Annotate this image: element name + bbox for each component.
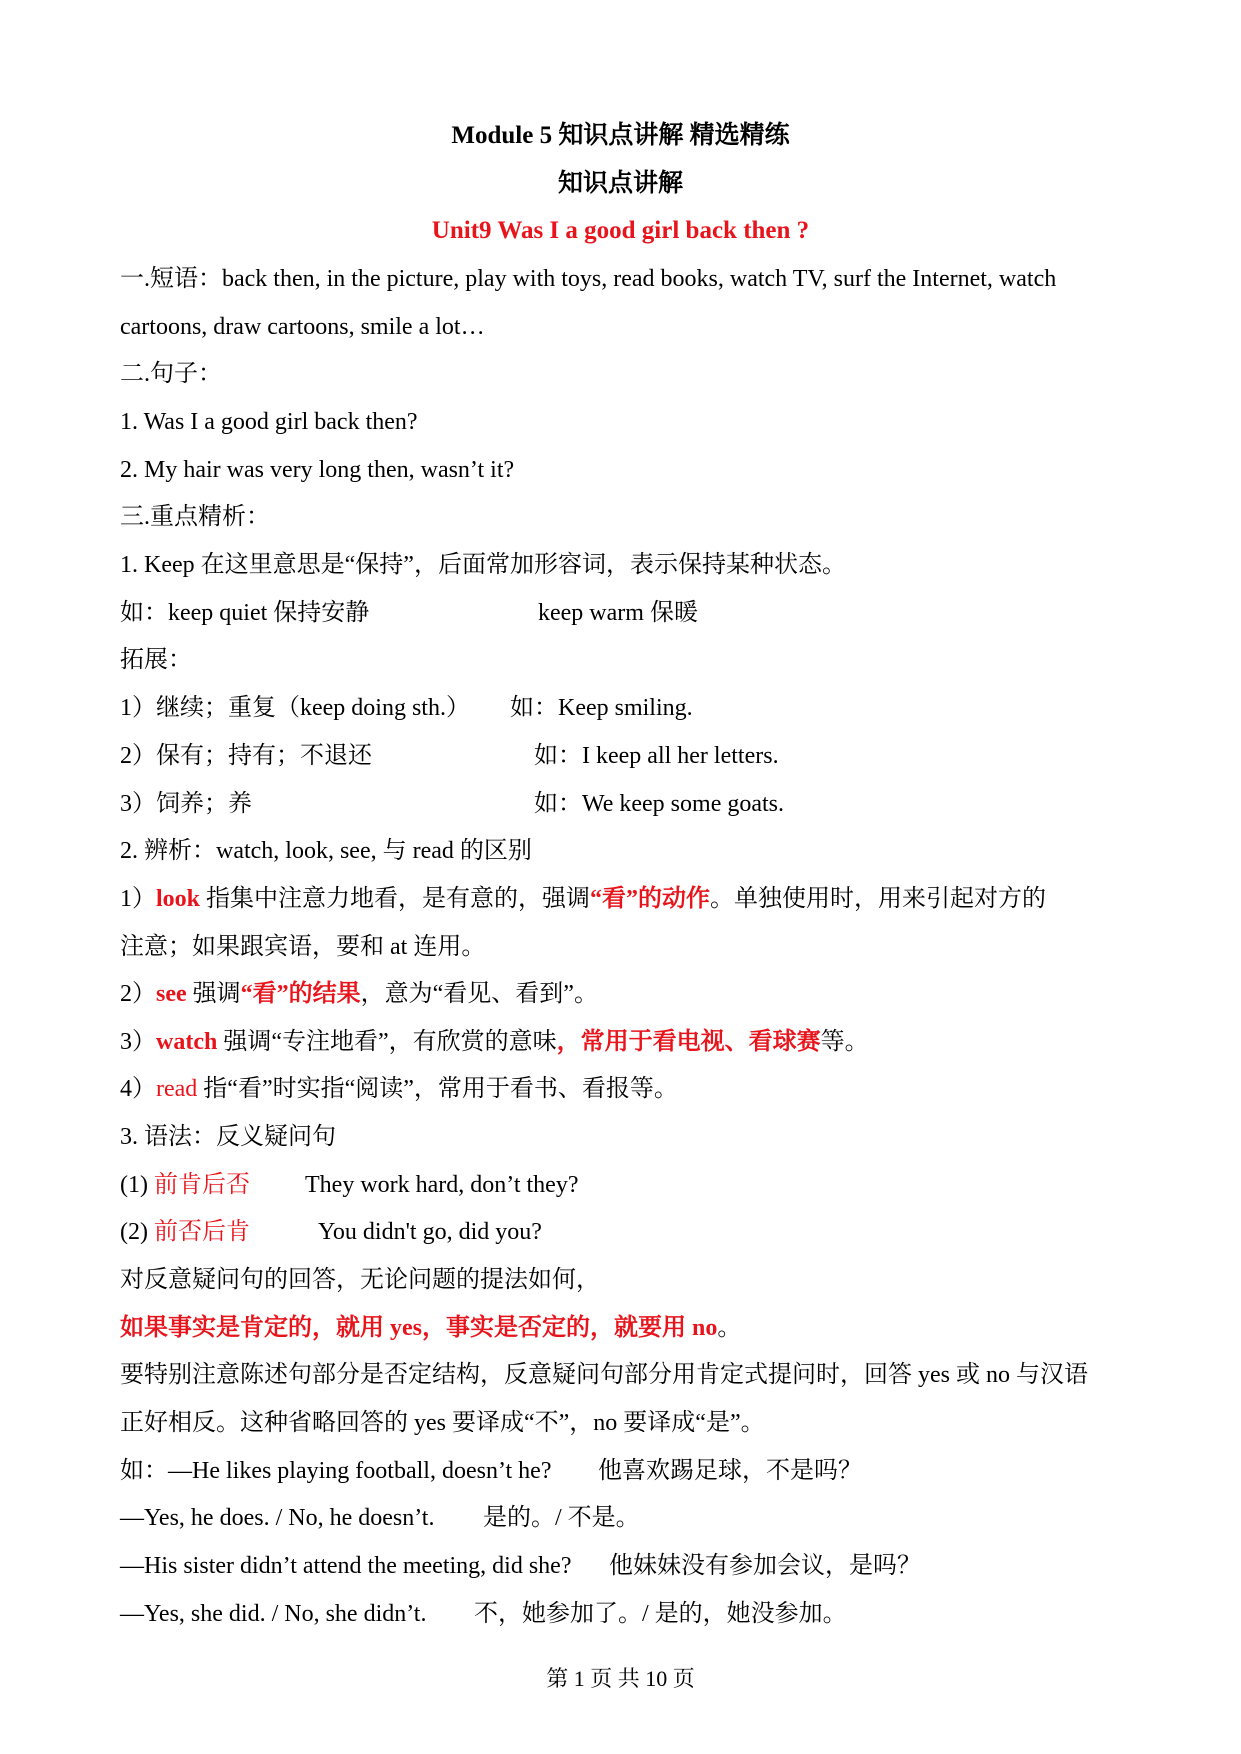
- keep-example-a: 如：keep quiet 保持安静: [120, 600, 370, 626]
- note-line-1: 要特别注意陈述句部分是否定结构，反意疑问句部分用肯定式提问时，回答 yes 或 no 与汉语: [120, 1362, 1088, 1388]
- watch-word: watch: [156, 1029, 218, 1055]
- read-text-1: 指“看”时实指“阅读”，常用于看书、看报等。: [197, 1076, 678, 1102]
- see-number: 2）: [120, 981, 156, 1007]
- sentence-1: 1. Was I a good girl back then?: [120, 409, 418, 435]
- dialog-1-chinese: 他喜欢踢足球，不是吗？: [598, 1458, 862, 1484]
- watch-explanation: [120, 1028, 869, 1056]
- extension-2-example: 如：I keep all her letters.: [534, 743, 779, 769]
- watch-text-1: 强调“专注地看”，有欣赏的意味: [217, 1029, 557, 1055]
- answer-rule-line: [120, 1314, 741, 1342]
- keep-example-b: keep warm 保暖: [538, 600, 698, 626]
- extension-2-meaning: 2）保有；持有；不退还: [120, 743, 372, 769]
- extension-3-meaning: 3）饲养；养: [120, 791, 252, 817]
- grammar-rule-1-name: 前肯后否: [153, 1172, 250, 1198]
- look-word: look: [156, 886, 201, 912]
- watch-number: 3）: [120, 1029, 156, 1055]
- grammar-rule-2-example: You didn't go, did you?: [318, 1219, 542, 1245]
- look-text-2: 。单独使用时，用来引起对方的: [710, 886, 1047, 912]
- keep-point: 1. Keep 在这里意思是“保持”，后面常加形容词，表示保持某种状态。: [120, 552, 846, 578]
- look-highlight: “看”的动作: [590, 886, 711, 912]
- see-text-1: 强调: [186, 981, 241, 1007]
- look-explanation-2: 注意；如果跟宾语，要和 at 连用。: [120, 934, 486, 960]
- see-explanation: [120, 980, 598, 1008]
- look-explanation: [120, 885, 1046, 913]
- see-text-2: ，意为“看见、看到”。: [360, 981, 598, 1007]
- document-title: Module 5 知识点讲解 精选精练: [451, 122, 790, 149]
- dialog-line-2: [120, 1504, 640, 1532]
- sentence-2: 2. My hair was very long then, wasn’t it?: [120, 457, 515, 483]
- dialog-line-3: [120, 1552, 921, 1580]
- look-text-1: 指集中注意力地看，是有意的，强调: [200, 886, 591, 912]
- watch-highlight: ，常用于看电视、看球赛: [556, 1029, 821, 1055]
- keep-example-row: [120, 599, 698, 627]
- dialog-3-english: —His sister didn’t attend the meeting, did she?: [120, 1553, 572, 1579]
- dialog-line-1: [120, 1457, 862, 1485]
- look-number: 1）: [120, 886, 156, 912]
- dialog-2-english: —Yes, he does. / No, he doesn’t.: [120, 1505, 435, 1531]
- watch-text-2: 等。: [820, 1029, 869, 1055]
- grammar-rule-1-number: (1): [120, 1172, 154, 1198]
- sentences-label: 二.句子：: [120, 361, 222, 387]
- dialog-4-english: —Yes, she did. / No, she didn’t.: [120, 1601, 427, 1627]
- grammar-rule-2: [120, 1218, 542, 1246]
- grammar-heading: 3. 语法：反义疑问句: [120, 1124, 336, 1150]
- read-number: 4）: [120, 1076, 156, 1102]
- page-footer: 第 1 页 共 10 页: [546, 1666, 695, 1691]
- extension-1-meaning: 1）继续；重复（keep doing sth.）: [120, 695, 470, 721]
- phrases-label: 一.短语：: [120, 266, 222, 292]
- answer-rule-end: 。: [717, 1315, 742, 1341]
- dialog-line-4: [120, 1600, 847, 1628]
- answer-rule: 如果事实是肯定的，就用 yes，事实是否定的，就要用 no: [120, 1315, 718, 1341]
- see-word: see: [156, 981, 187, 1007]
- grammar-rule-2-number: (2): [120, 1219, 154, 1245]
- extension-1: [120, 694, 693, 722]
- read-word: read: [156, 1076, 198, 1102]
- grammar-rule-1-example: They work hard, don’t they?: [305, 1172, 579, 1198]
- extension-3: [120, 790, 784, 818]
- answer-intro: 对反意疑问句的回答，无论问题的提法如何，: [120, 1267, 600, 1293]
- phrases-text-1: back then, in the picture, play with toys, read books, watch TV, surf the Internet, watch: [222, 266, 1057, 292]
- dialog-4-chinese: 不，她参加了。/ 是的，她没参加。: [474, 1601, 847, 1627]
- unit-title: Unit9 Was I a good girl back then ?: [431, 217, 810, 244]
- extension-2: [120, 742, 779, 770]
- see-highlight: “看”的结果: [240, 981, 361, 1007]
- dialog-2-chinese: 是的。/ 不是。: [483, 1505, 640, 1531]
- dialog-3-chinese: 他妹妹没有参加会议，是吗？: [609, 1553, 921, 1579]
- grammar-rule-2-name: 前否后肯: [153, 1219, 250, 1245]
- phrases-line-1: [120, 265, 1056, 293]
- extension-1-example: 如：Keep smiling.: [510, 695, 693, 721]
- distinction-heading: 2. 辨析：watch, look, see, 与 read 的区别: [120, 838, 532, 864]
- note-line-2: 正好相反。这种省略回答的 yes 要译成“不”，no 要译成“是”。: [120, 1410, 765, 1436]
- extension-label: 拓展：: [120, 647, 192, 673]
- grammar-rule-1: [120, 1171, 578, 1199]
- extension-3-example: 如：We keep some goats.: [534, 791, 785, 817]
- dialog-1-english: 如：—He likes playing football, doesn’t he?: [120, 1458, 552, 1484]
- phrases-line-2: cartoons, draw cartoons, smile a lot…: [120, 314, 485, 340]
- read-explanation: [120, 1075, 678, 1103]
- document-subtitle: 知识点讲解: [557, 170, 683, 197]
- key-points-label: 三.重点精析：: [120, 504, 270, 530]
